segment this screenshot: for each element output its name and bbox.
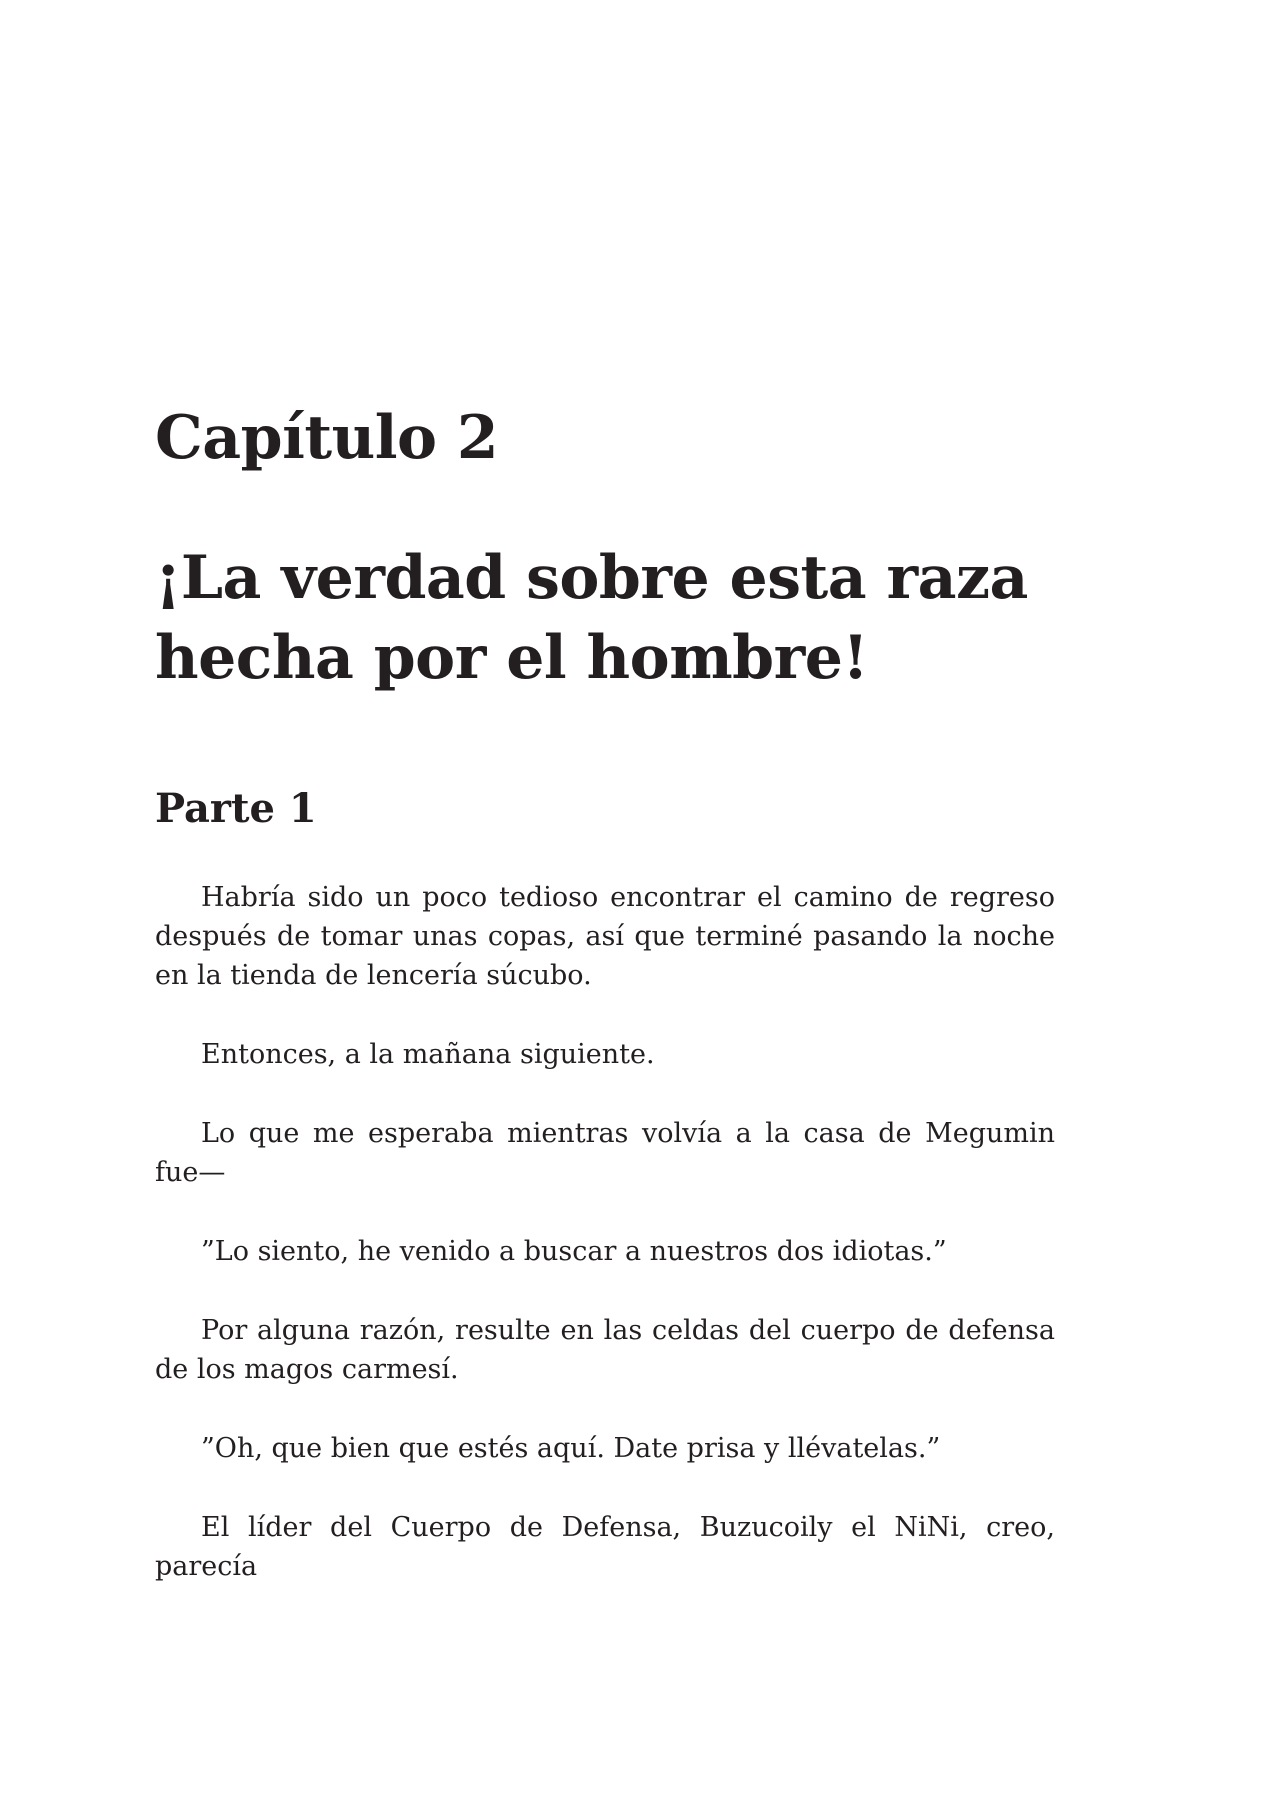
paragraph: Habría sido un poco tedioso encontrar el camino de regreso después de tomar unas copas, así que terminé pasando la noche en la tienda de lencería súcubo. <box>155 882 1055 991</box>
paragraph: El líder del Cuerpo de Defensa, Buzucoily el NiNi, creo, parecía <box>155 1512 1055 1582</box>
body-text <box>155 878 1055 1626</box>
paragraph: ”Lo siento, he venido a buscar a nuestros dos idiotas.” <box>201 1236 947 1267</box>
section-heading: Parte 1 <box>155 785 317 832</box>
chapter-number: Capítulo 2 <box>155 403 499 473</box>
chapter-title <box>155 538 1055 698</box>
paragraph: Entonces, a la mañana siguiente. <box>201 1039 655 1070</box>
book-page <box>155 0 1055 1807</box>
paragraph: ”Oh, que bien que estés aquí. Date prisa y llévatelas.” <box>201 1433 941 1464</box>
paragraph: Lo que me esperaba mientras volvía a la casa de Megumin fue— <box>155 1118 1055 1188</box>
paragraph: Por alguna razón, resulte en las celdas del cuerpo de defensa de los magos carmesí. <box>155 1315 1055 1385</box>
chapter-title-line-1: ¡La verdad sobre esta raza <box>155 543 1028 613</box>
chapter-title-line-2: hecha por el hombre! <box>155 623 869 693</box>
